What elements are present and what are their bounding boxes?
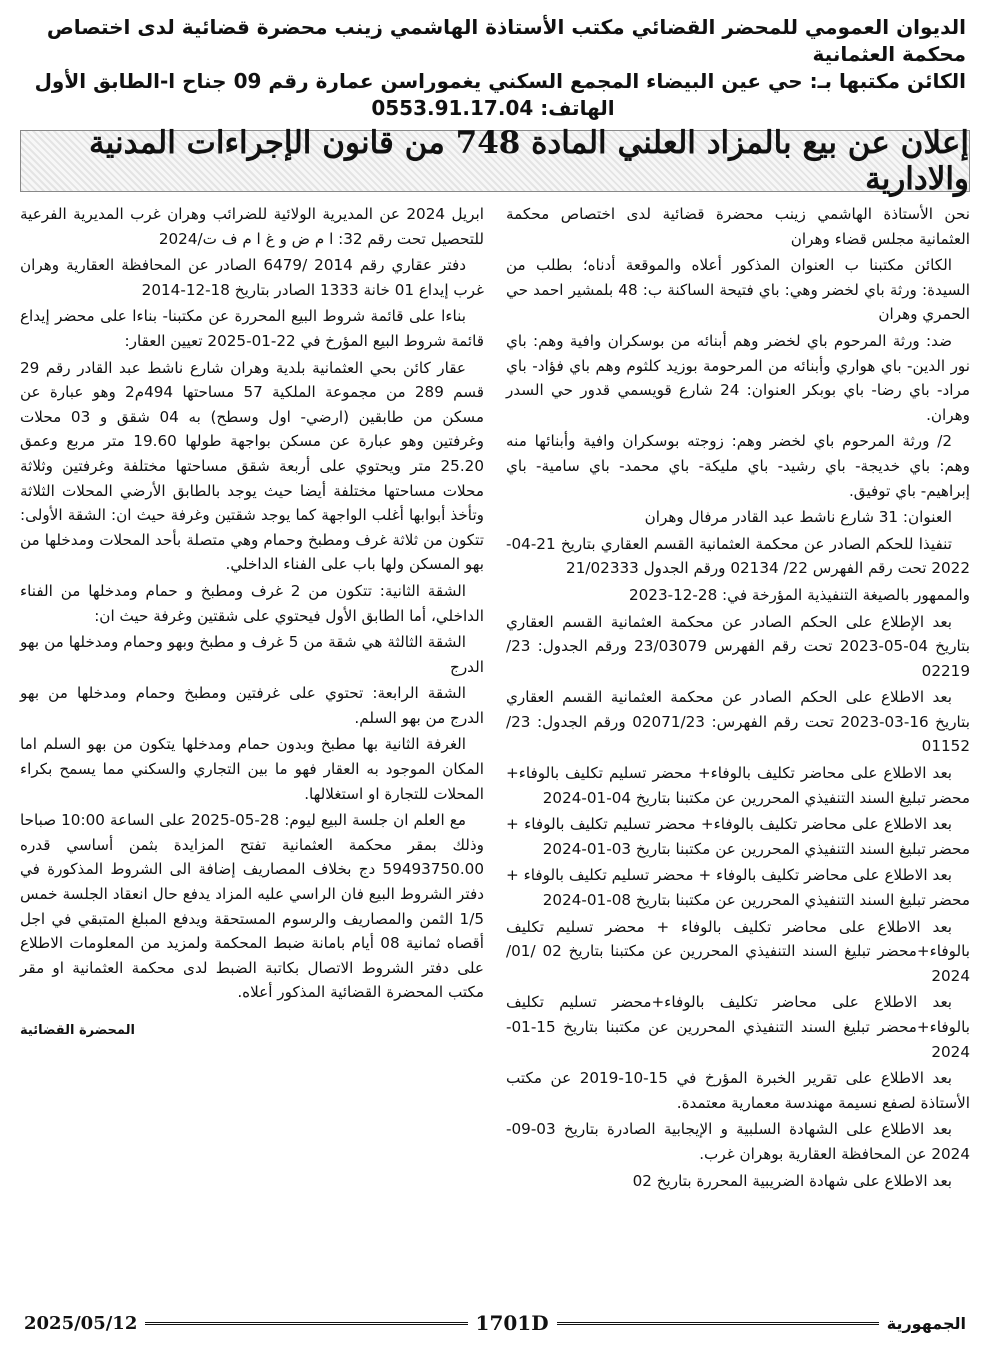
publication-name: الجمهورية [886,1313,966,1333]
paragraph: الكائن مكتبنا ب العنوان المذكور أعلاه والموقعة أدناه؛ بطلب من السيدة: ورثة باي لخضر وهي: باي فتيحة الساكنة ب: 48 بلمشير احمد حي الحمري وهران [506,256,970,324]
header-line-2: الكائن مكتبها بـ: حي عين البيضاء المجمع السكني يغموراسن عمارة رقم 09 جناح ا-الطابق الأول [34,69,966,93]
left-column [20,202,484,1210]
paragraph: بعد الاطلاع على محاضر تكليف بالوفاء + محضر تسليم تكليف بالوفاء + محضر تبليغ السند التنفيذي المحررين عن مكتبنا بتاريخ 08-01-2024 [506,866,970,910]
paragraph: ضد: ورثة المرحوم باي لخضر وهم أبنائه من بوسكران وافية وهم: باي نور الدين- باي هواري وأبنائه من المرحومة بوزيد كلثوم وهم باي فؤاد- باي مراد- باي رضا- باي بوبكر العنوان: 24 شارع قويسمي قدور حي السدر وهران. [506,331,970,424]
paragraph: العنوان: 31 شارع ناشط عبد القادر مرفال وهران [644,508,952,527]
footer-rule [557,1322,879,1325]
paragraph: نحن الأستاذة الهاشمي زينب محضرة قضائية لدى اختصاص محكمة العثمانية مجلس قضاء وهران [506,205,970,248]
paragraph: بعد الإطلاع على الحكم الصادر عن محكمة العثمانية القسم العقاري بتاريخ 04-05-2023 تحت رقم الفهرس 23/03079 ورقم الجدول: 23/ 02219 [506,612,970,680]
office-header [20,14,970,122]
paragraph: بعد الاطلاع على محاضر تكليف بالوفاء+محضر تسليم تكليف بالوفاء+محضر تبليغ السند التنفيذي المحررين عن مكتبنا بتاريخ 15-01-2024 [506,993,970,1061]
paragraph: بعد الاطلاع على الشهادة السلبية و الإيجابية الصادرة بتاريخ 03-09-2024 عن المحافظة العقارية بوهران غرب. [506,1120,970,1163]
paragraph: بعد الاطلاع على محاضر تكليف بالوفاء+ محضر تسليم تكليف بالوفاء + محضر تبليغ السند التنفيذي المحررين عن مكتبنا بتاريخ 03-01-2024 [506,815,970,858]
paragraph: بعد الاطلاع على شهادة الضريبية المحررة بتاريخ 02 [632,1171,952,1190]
footer-rule [145,1322,467,1325]
paragraph: بعد الاطلاع على الحكم الصادر عن محكمة العثمانية القسم العقاري بتاريخ 16-03-2023 تحت رقم الفهرس: 02071/23 ورقم الجدول: 23/ 01152 [506,688,970,756]
paragraph: الشقة الرابعة: تحتوي على غرفتين ومطبخ وحمام ومدخلها من بهو الدرج من بهو السلم. [20,684,484,727]
paragraph: بعد الاطلاع على محاضر تكليف بالوفاء + محضر تسليم تكليف بالوفاء+محضر تبليغ السند التنفيذي المحررين عن مكتبنا بتاريخ 02 /01/ 2024 [506,917,971,985]
paragraph: بناءا على قائمة شروط البيع المحررة عن مكتبنا- بناءا على محضر إيداع قائمة شروط البيع المؤرخ في 22-01-2025 تعيين العقار: [20,307,484,350]
paragraph: دفتر عقاري رقم 2014 /6479 الصادر عن المحافظة العقارية وهران غرب إيداع 01 خانة 1333 الصادر بتاريخ 18-12-2014 [20,256,484,299]
notice-code: 1701D [475,1311,549,1335]
paragraph: الشقة الثالثة هي شقة من 5 غرف و مطبخ وبهو وحمام ومدخلها من بهو الدرج [20,633,484,676]
header-line-1: الديوان العمومي للمحضر القضائي مكتب الأستاذة الهاشمي زينب محضرة قضائية لدى اختصاص محكمة العثمانية [46,15,966,66]
header-phone: الهاتف: 0553.91.17.04 [371,96,615,120]
paragraph: تنفيذا للحكم الصادر عن محكمة العثمانية القسم العقاري بتاريخ 21-04-2022 تحت رقم الفهرس 22/ 02134 ورقم الجدول 21/02333 [506,534,970,578]
paragraph: عقار كائن بحي العثمانية بلدية وهران شارع ناشط عبد القادر رقم 29 قسم 289 من مجموعة الملكية 57 مساحتها 494م2 وهو عبارة عن مسكن من طابقين (ارضي- اول وسطح) به 04 شقق و 03 محلات وغرفتين وهو عبارة عن مسكن بواجهة طولها 19.60 متر مربع وعمق 25.20 متر ويحتوي على أربعة شقق مساحتها مختلفة وغرفتين وثلاثة محلات مساحتها مختلفة أيضا حيث يوجد بالطابق الأرضي المحلات الثلاثة وتأخذ أبوابها أغلب الواجهة كما يوجد شقتين وغرفة حيث ان: الشقة الأولى: تتكون من ثلاثة غرف ومطبخ وحمام وهي متصلة بأحد المحلات ومدخلها من بهو المسكن ولها باب على الفناء الداخلي. [20,358,485,574]
signature: المحضرة القضائية [20,1023,135,1038]
paragraph: بعد الاطلاع على تقرير الخبرة المؤرخ في 15-10-2019 عن مكتب الأستاذة لصفع نسيمة مهندسة معمارية معتمدة. [506,1069,970,1112]
paragraph: والممهور بالصيغة التنفيذية المؤرخة في: 28-12-2023 [628,585,970,604]
paragraph: الغرفة الثانية بها مطبخ وبدون حمام ومدخلها يتكون من بهو السلم اما المكان الموجود به العقار فهو ما بين التجاري والسكني مما يسمح بكراء المحلات للتجارة او استغلالها. [20,735,484,803]
paragraph: ابريل 2024 عن المديرية الولائية للضرائب وهران غرب المديرية الفرعية للتحصيل تحت رقم 32: ا م ض و غ ا م ف ت/2024 [20,205,484,248]
notice-title: إعلان عن بيع بالمزاد العلني المادة 748 من قانون الإجراءات المدنية والادارية [20,130,970,192]
page-footer [20,1312,970,1334]
notice-body [20,202,970,1210]
paragraph: مع العلم ان جلسة البيع ليوم: 28-05-2025 على الساعة 10:00 صباحا وذلك بمقر محكمة العثمانية تفتح المزايدة بثمن أساسي قدره 59493750.00 دج بخلاف المصاريف إضافة الى الشروط المذكورة في دفتر الشروط البيع فان الراسي عليه المزاد يدفع حال انعقاد الجلسة خمس 1/5 الثمن والمصاريف والرسوم المستحقة ويدفع المبلغ المتبقي في اجل أقصاه ثمانية 08 أيام بامانة ضبط المحكمة ولمزيد من المعلومات الاطلاع على دفتر الشروط الاتصال بكاتبة الضبط لدى محكمة العثمانية او مقر مكتب المحضرة القضائية المذكور أعلاه. [20,811,484,1002]
paragraph: بعد الاطلاع على محاضر تكليف بالوفاء+ محضر تسليم تكليف بالوفاء+ محضر تبليغ السند التنفيذي المحررين عن مكتبنا بتاريخ 04-01-2024 [506,764,970,807]
paragraph: الشقة الثانية: تتكون من 2 غرف ومطبخ و حمام ومدخلها من الفناء الداخلي، أما الطابق الأول فيحتوي على شقتين وغرفة حيث ان: [20,581,484,625]
publication-date: 2025/05/12 [24,1312,138,1334]
right-column [506,202,970,1210]
paragraph: 2/ ورثة المرحوم باي لخضر وهم: زوجته بوسكران وافية وأبنائها منه وهم: باي خديجة- باي رشيد- باي مليكة- باي محمد- باي سامية- باي إبراهيم- باي توفيق. [506,432,970,500]
